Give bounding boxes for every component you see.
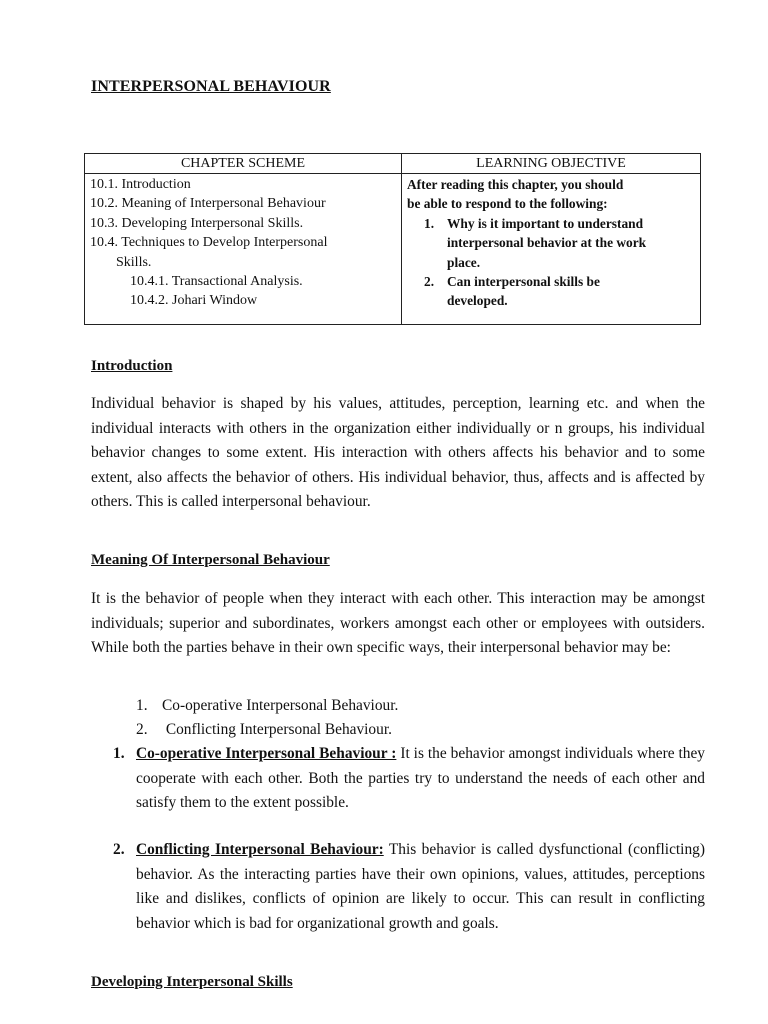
behaviour-types-list (136, 694, 398, 742)
table-column-divider (401, 154, 402, 324)
item-lead: Conflicting Interpersonal Behaviour: (136, 841, 384, 858)
item-body (136, 742, 705, 816)
objective-line: Can interpersonal skills be (447, 274, 600, 290)
scheme-item-techniques: 10.4. Techniques to Develop Interpersonal (90, 235, 328, 251)
learning-objective-cell (407, 175, 697, 311)
table-header-chapter-scheme: CHAPTER SCHEME (180, 156, 306, 171)
cooperative-behaviour-item (91, 742, 705, 816)
table-header-divider (85, 173, 700, 174)
table-header-learning-objective: LEARNING OBJECTIVE (476, 156, 626, 171)
meaning-paragraph: It is the behavior of people when they interact with each other. This interaction may be amongst individuals; superior and subordinates, workers amongst each other or employees with outsiders. While both the parties behave in their own specific ways, their interpersonal behavior may be: (91, 590, 705, 656)
item-text: This behavior is called dysfunctional (conflicting) behavior. As the interacting parties have their own opinions, values, attitudes, perceptions like and dislikes, conflicts of opinion are likely to occur. This can result in conflicting behavior which is bad for organizational growth and goals. (136, 841, 705, 932)
meaning-heading: Meaning Of Interpersonal Behaviour (91, 552, 330, 568)
scheme-item-introduction: 10.1. Introduction (90, 177, 191, 192)
list-item: 1. Co-operative Interpersonal Behaviour. (136, 697, 399, 714)
objective-line: interpersonal behavior at the work (447, 235, 647, 251)
objective-number: 1. (424, 215, 435, 231)
scheme-item-johari-window: 10.4.2. Johari Window (130, 293, 258, 309)
objective-item (407, 272, 697, 311)
objective-intro-line: be able to respond to the following: (407, 196, 608, 212)
item-lead: Co-operative Interpersonal Behaviour : (136, 745, 397, 762)
item-body (136, 838, 705, 936)
scheme-item-meaning: 10.2. Meaning of Interpersonal Behaviour (90, 196, 326, 212)
conflicting-behaviour-item (91, 838, 705, 936)
list-item: 2. Conflicting Interpersonal Behaviour. (136, 721, 392, 738)
introduction-heading: Introduction (91, 358, 173, 374)
item-number: 1. (113, 745, 125, 762)
scheme-item-techniques-cont: Skills. (116, 254, 152, 270)
objective-line: Why is it important to understand (447, 215, 644, 231)
scheme-item-transactional-analysis: 10.4.1. Transactional Analysis. (130, 274, 303, 290)
chapter-scheme-cell (90, 175, 396, 311)
objective-item (407, 214, 697, 272)
item-number: 2. (113, 841, 125, 858)
introduction-paragraph: Individual behavior is shaped by his values, attitudes, perception, learning etc. and when the individual interacts with others in the organization either individually or n groups, his individual behavior changes to some extent. His interaction with others affects his behavior and to some extent, also affects the behavior of others. His individual behavior, thus, affects and is affected by others. This is called interpersonal behaviour. (91, 395, 705, 510)
objective-line: place. (447, 254, 481, 270)
objective-intro-line: After reading this chapter, you should (407, 177, 624, 192)
objective-line: developed. (447, 293, 508, 309)
developing-skills-heading: Developing Interpersonal Skills (91, 974, 293, 990)
objective-number: 2. (424, 274, 435, 290)
scheme-item-developing: 10.3. Developing Interpersonal Skills. (90, 215, 304, 231)
page-title: INTERPERSONAL BEHAVIOUR (91, 78, 331, 95)
item-text: It is the behavior amongst individuals where they cooperate with each other. Both the parties try to understand the needs of each other and satisfy them to the extent possible. (136, 745, 705, 811)
chapter-table (84, 153, 701, 325)
